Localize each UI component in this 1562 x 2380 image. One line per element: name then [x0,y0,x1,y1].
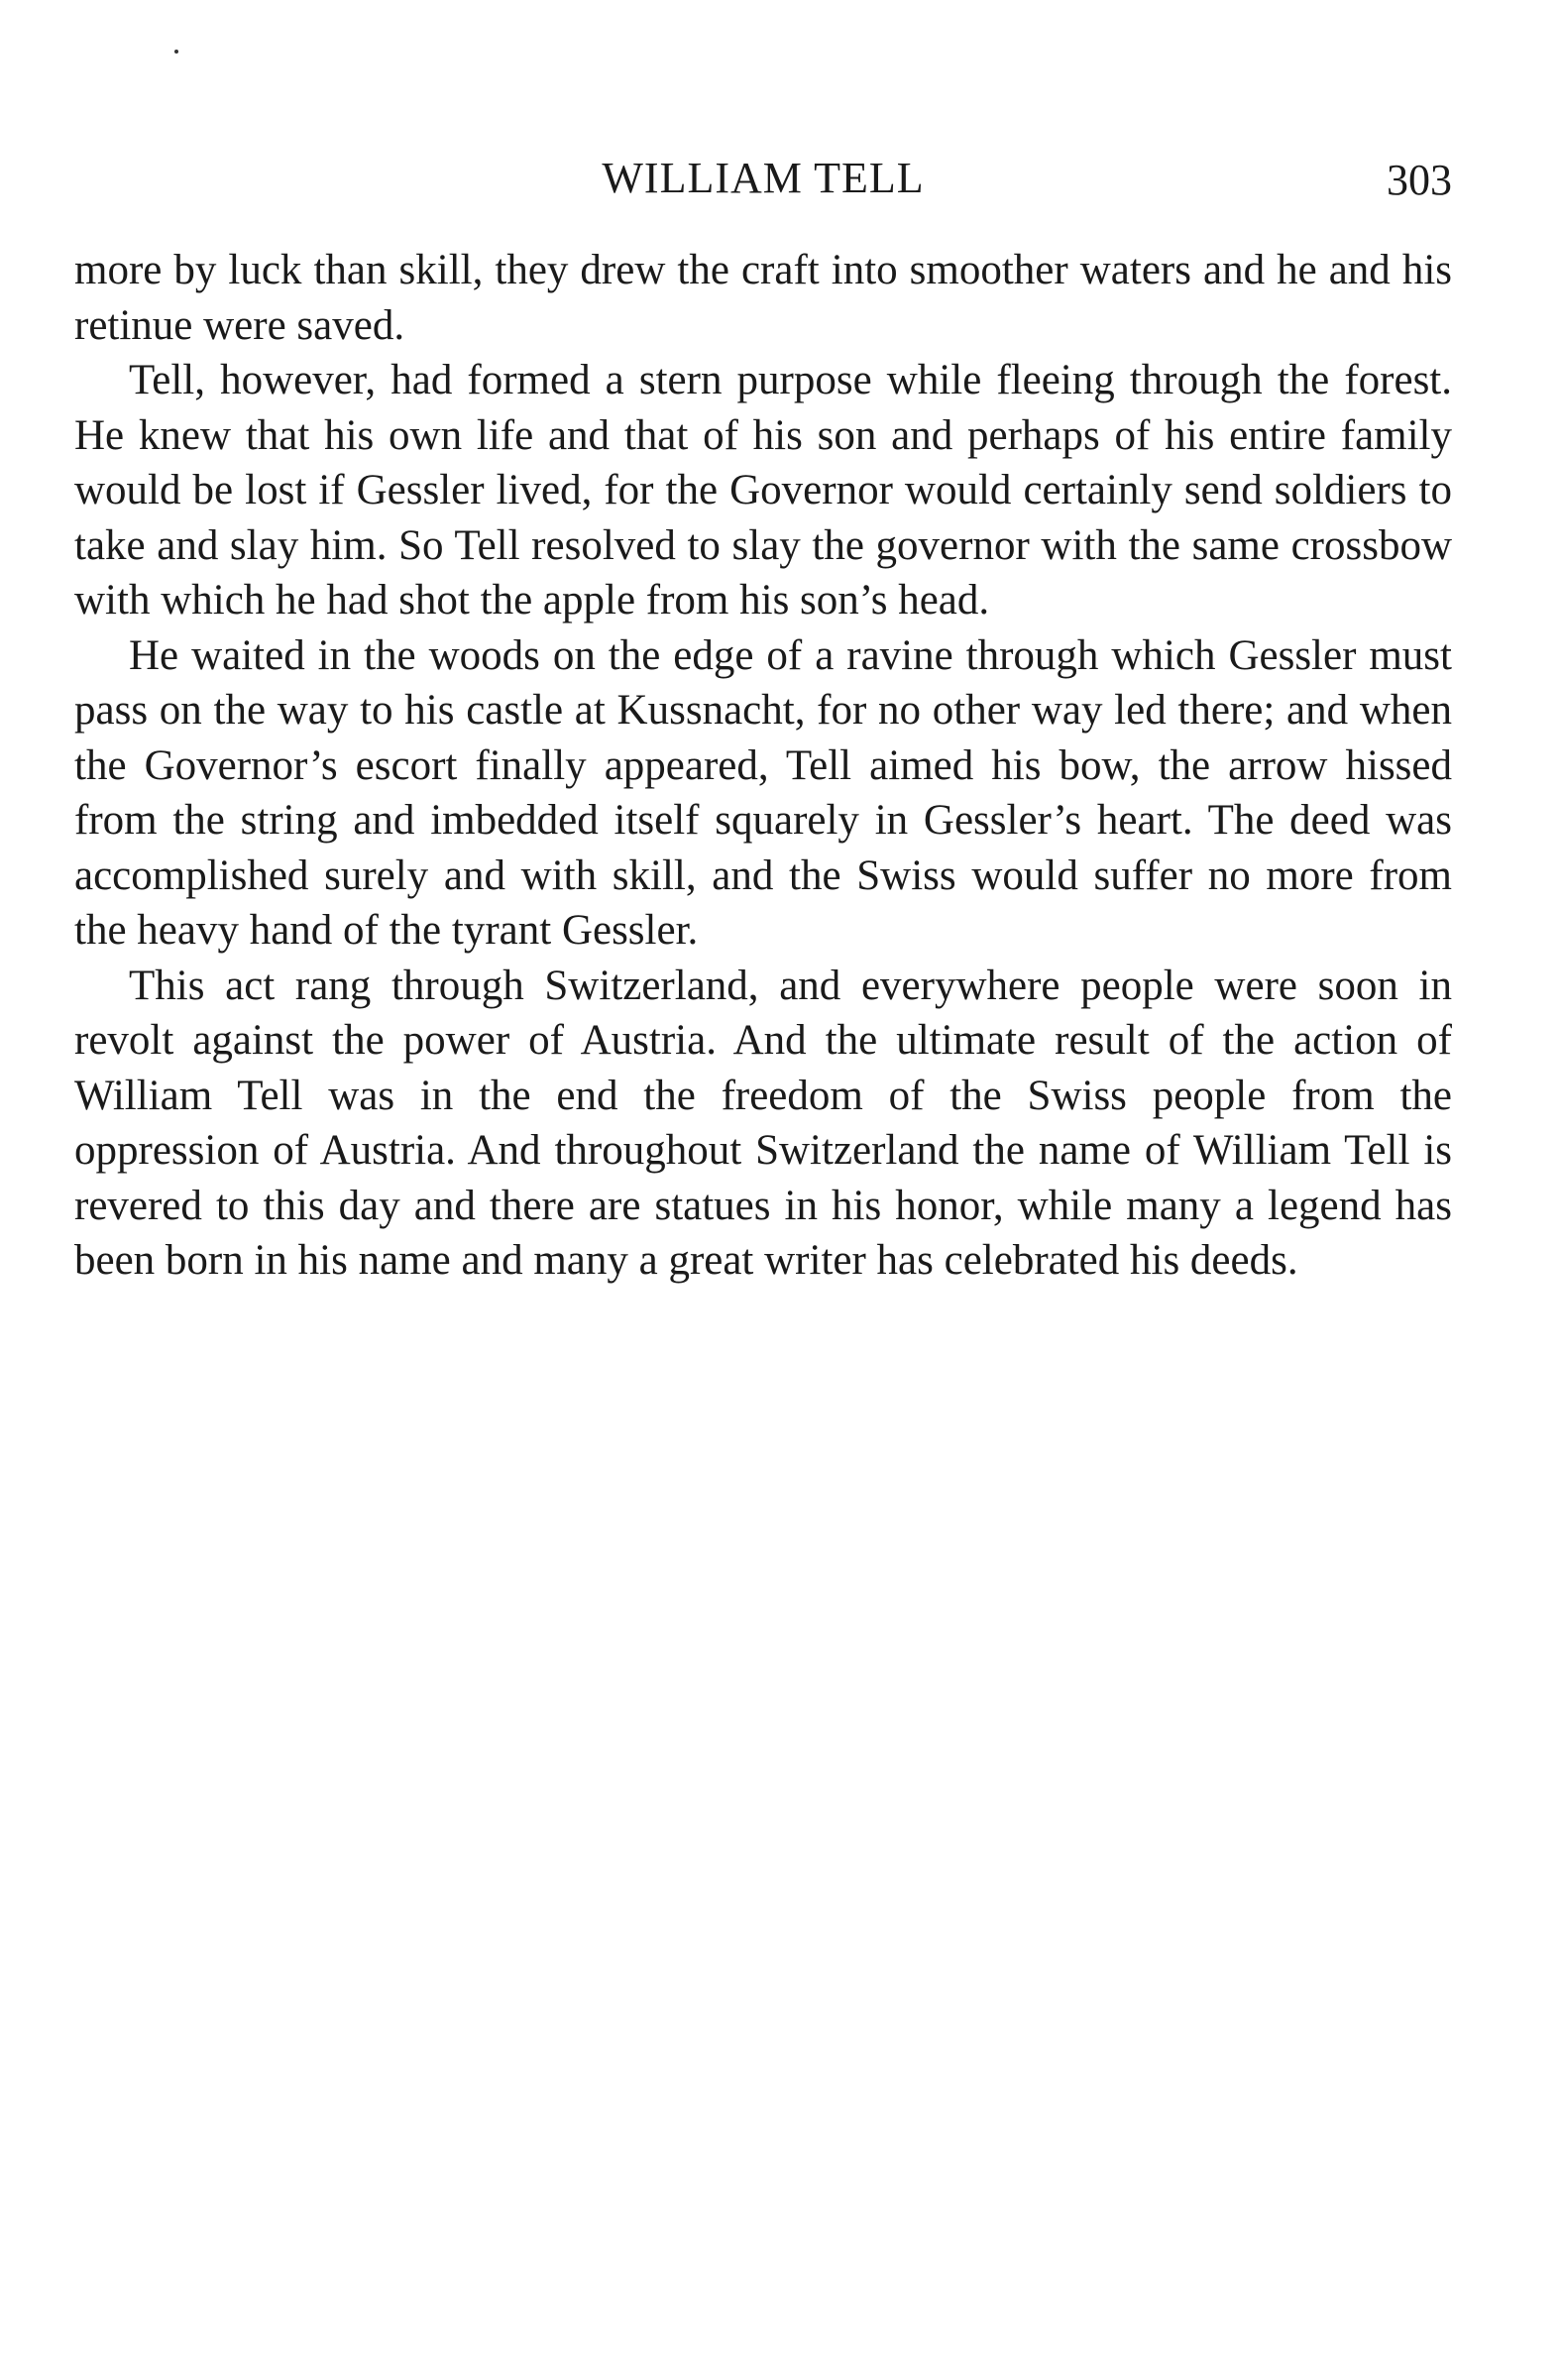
running-title: WILLIAM TELL [602,154,925,202]
body-text [74,243,1452,1289]
paragraph: more by luck than skill, they drew the craft into smoother waters and he and his retinue were saved. [74,247,1452,349]
ink-speck [174,50,178,54]
paragraph: This act rang through Switzerland, and everywhere people were soon in revolt against the power of Austria. And the ultimate result of the action of William Tell was in the end the freedom of the Swiss people from the oppression of Austria. And throughout Switzerland the name of William Tell is revered to this day and there are statues in his honor, while many a legend has been born in his name and many a great writer has celebrated his deeds. [74,962,1452,1284]
page-header [74,149,1452,208]
paragraph: He waited in the woods on the edge of a ravine through which Gessler must pass on the way to his castle at Kussnacht, for no other way led there; and when the Governor’s escort finally appeared, Tell aimed his bow, the arrow hissed from the string and imbedded itself squarely in Gessler’s heart. The deed was accomplished surely and with skill, and the Swiss would suffer no more from the heavy hand of the tyrant Gessler. [74,631,1452,954]
page-number: 303 [1387,156,1452,204]
paragraph: Tell, however, had formed a stern purpose while fleeing through the forest. He knew that his own life and that of his son and perhaps of his entire family would be lost if Gessler lived, for the Governor would certainly send soldiers to take and slay him. So Tell resolved to slay the governor with the same crossbow with which he had shot the apple from his son’s head. [74,357,1452,623]
